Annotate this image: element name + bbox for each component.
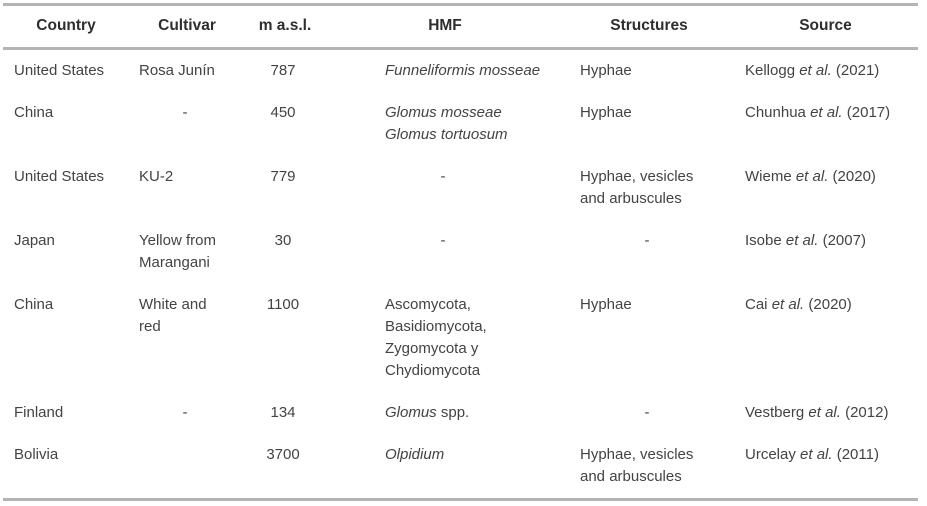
cell-source: [733, 92, 918, 156]
cell-cultivar: [129, 434, 245, 500]
table-row: [3, 49, 918, 93]
cell-text-line: China: [14, 104, 54, 121]
cell-text-line: Kellogg et al. (2021): [745, 62, 880, 79]
cell-text-line: -: [644, 232, 650, 249]
cell-text-line: Chydiomycota: [385, 362, 481, 379]
cell-text-line: Marangani: [139, 254, 210, 271]
cell-text-line: -: [440, 168, 446, 185]
cell-structures: [565, 284, 733, 392]
cell-text-line: White and: [139, 296, 207, 313]
cell-text-line: 134: [270, 404, 296, 421]
cell-masl: [245, 284, 325, 392]
cell-text-line: Hyphae: [580, 62, 632, 79]
table-row: [3, 92, 918, 156]
cell-cultivar: [129, 92, 245, 156]
cell-text-line: Funneliformis mosseae: [385, 62, 541, 79]
cell-hmf: [325, 156, 565, 220]
cell-source: [733, 392, 918, 434]
cell-masl: [245, 92, 325, 156]
cell-structures: [565, 92, 733, 156]
cell-text-line: Finland: [14, 404, 64, 421]
cell-masl: [245, 434, 325, 500]
table-row: [3, 392, 918, 434]
hmf-study-table: [3, 3, 918, 501]
cell-cultivar: [129, 156, 245, 220]
cell-source: [733, 220, 918, 284]
cell-text-line: Zygomycota y: [385, 340, 479, 357]
table-row: [3, 220, 918, 284]
cell-text-line: -: [440, 232, 446, 249]
cell-text-line: Bolivia: [14, 446, 59, 463]
cell-country: [3, 220, 129, 284]
cell-cultivar: [129, 49, 245, 93]
column-header-hmf: HMF: [325, 5, 565, 49]
cell-text-line: Wieme et al. (2020): [745, 168, 876, 185]
cell-text-line: Olpidium: [385, 446, 445, 463]
cell-text-line: 1100: [266, 296, 300, 313]
cell-masl: [245, 156, 325, 220]
column-header-cultivar: Cultivar: [129, 5, 245, 49]
column-header-structures: Structures: [565, 5, 733, 49]
cell-text-line: Rosa Junín: [139, 62, 215, 79]
cell-country: [3, 434, 129, 500]
cell-structures: [565, 220, 733, 284]
cell-cultivar: [129, 392, 245, 434]
cell-text-line: and arbuscules: [580, 468, 682, 485]
cell-structures: [565, 434, 733, 500]
column-header-masl: m a.s.l.: [245, 5, 325, 49]
cell-text-line: Chunhua et al. (2017): [745, 104, 891, 121]
cell-text-line: red: [139, 318, 161, 335]
cell-text-line: Basidiomycota,: [385, 318, 487, 335]
cell-masl: [245, 49, 325, 93]
cell-country: [3, 284, 129, 392]
cell-text-line: United States: [14, 62, 105, 79]
cell-text-line: 3700: [266, 446, 300, 463]
table-header-row: [3, 5, 918, 49]
column-header-source: Source: [733, 5, 918, 49]
cell-country: [3, 92, 129, 156]
cell-source: [733, 434, 918, 500]
cell-hmf: [325, 220, 565, 284]
cell-text-line: Urcelay et al. (2011): [745, 446, 879, 463]
cell-text-line: Hyphae, vesicles: [580, 168, 694, 185]
cell-source: [733, 156, 918, 220]
cell-structures: [565, 156, 733, 220]
cell-hmf: [325, 434, 565, 500]
table-row: [3, 434, 918, 500]
cell-masl: [245, 220, 325, 284]
cell-country: [3, 392, 129, 434]
table-row: [3, 156, 918, 220]
cell-text-line: Japan: [14, 232, 55, 249]
cell-cultivar: [129, 284, 245, 392]
cell-hmf: [325, 392, 565, 434]
cell-text-line: Cai et al. (2020): [745, 296, 852, 313]
cell-text-line: KU-2: [139, 168, 174, 185]
cell-text-line: -: [182, 104, 188, 121]
cell-text-line: Glomus spp.: [385, 404, 470, 421]
cell-source: [733, 49, 918, 93]
cell-text-line: United States: [14, 168, 105, 185]
column-header-country: Country: [3, 5, 129, 49]
cell-text-line: Hyphae: [580, 104, 632, 121]
cell-text-line: Hyphae: [580, 296, 632, 313]
cell-text-line: 30: [274, 232, 292, 249]
cell-hmf: [325, 49, 565, 93]
cell-text-line: -: [182, 404, 188, 421]
cell-text-line: Isobe et al. (2007): [745, 232, 866, 249]
cell-text-line: and arbuscules: [580, 190, 682, 207]
cell-text-line: Yellow from: [139, 232, 216, 249]
cell-text-line: -: [644, 404, 650, 421]
cell-source: [733, 284, 918, 392]
cell-structures: [565, 49, 733, 93]
cell-text-line: Ascomycota,: [385, 296, 471, 313]
cell-structures: [565, 392, 733, 434]
cell-hmf: [325, 284, 565, 392]
cell-hmf: [325, 92, 565, 156]
cell-country: [3, 49, 129, 93]
cell-text-line: Vestberg et al. (2012): [745, 404, 889, 421]
cell-cultivar: [129, 220, 245, 284]
cell-text-line: 779: [270, 168, 296, 185]
cell-text-line: Glomus tortuosum: [385, 126, 508, 143]
cell-text-line: 450: [270, 104, 296, 121]
cell-masl: [245, 392, 325, 434]
cell-text-line: Hyphae, vesicles: [580, 446, 694, 463]
cell-text-line: Glomus mosseae: [385, 104, 502, 121]
cell-text-line: 787: [270, 62, 296, 79]
cell-text-line: China: [14, 296, 54, 313]
cell-country: [3, 156, 129, 220]
table-row: [3, 284, 918, 392]
